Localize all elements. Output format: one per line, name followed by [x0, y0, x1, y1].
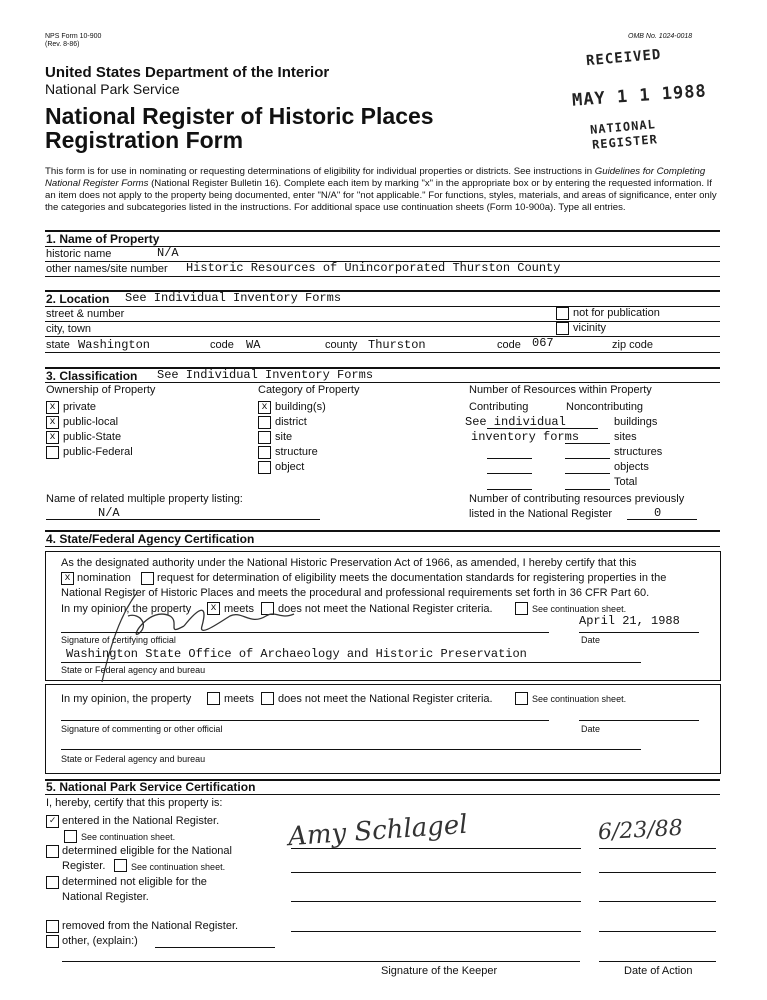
not-eligible-checkbox[interactable] [46, 876, 59, 889]
keeper-line [291, 848, 581, 849]
commenting-signature-label: Signature of commenting or other official [61, 724, 223, 734]
certification-text-2: request for determination of eligibility meets the documentation standards for registering properties in the [157, 572, 667, 584]
structures-count-label: structures [614, 446, 663, 458]
input-line [46, 519, 320, 520]
instructions-text: This form is for use in nominating or requesting determinations of eligibility for individual properties or districts. See instructions in Guidelines for Completing National Register Forms (National Register Bulletin 16). Complete each item by marking "x" in the appropriate box or by entering the requested information. If an item does not apply to the property being documented, enter "N/A" for "not applicable." For functions, styles, materials, and areas of significance, enter only the categories and subcategories listed in the instructions. For additional space use continuation sheets (Form 10-900a). Type all entries. [45, 166, 717, 213]
determined-eligible-label: determined eligible for the National [62, 845, 232, 857]
removed-checkbox[interactable] [46, 920, 59, 933]
continuation-sheet-2-checkbox[interactable] [515, 692, 528, 705]
does-not-meet-2-label: does not meet the National Register criteria. [278, 693, 493, 705]
contributing-note-1[interactable]: See individual [465, 415, 566, 429]
buildings-count-label: buildings [614, 416, 658, 428]
entered-label: entered in the National Register. [62, 815, 220, 827]
multiple-listing-label: Name of related multiple property listing: [46, 493, 243, 505]
not-eligible-label-1: determined not eligible for the [62, 876, 207, 888]
zip-label: zip code [612, 339, 653, 351]
input-line [487, 428, 598, 429]
input-line [565, 443, 610, 444]
keeper-signature-label: Signature of the Keeper [381, 965, 498, 977]
keeper-date-line [599, 961, 716, 962]
section-3-heading: 3. Classification [46, 369, 138, 383]
agency-line [61, 662, 641, 663]
commenting-date-label: Date [581, 724, 601, 734]
explain-line [155, 947, 275, 948]
signature-line [61, 632, 549, 633]
divider [45, 367, 720, 369]
divider [45, 246, 720, 247]
public-state-checkbox[interactable]: x [46, 431, 59, 444]
not-for-publication-checkbox[interactable] [556, 307, 569, 320]
divider [45, 336, 720, 337]
classification-note: See Individual Inventory Forms [157, 368, 374, 382]
does-not-meet-2-checkbox[interactable] [261, 692, 274, 705]
signature-line [61, 720, 549, 721]
state-value[interactable]: Washington [78, 338, 151, 352]
keeper-date: 6/23/88 [597, 815, 684, 846]
historic-name-value[interactable]: N/A [157, 246, 179, 260]
stamp-national: NATIONAL [589, 117, 657, 137]
sites-count-label: sites [614, 431, 637, 443]
keeper-line [291, 931, 581, 932]
meets-checkbox[interactable]: x [207, 602, 220, 615]
certification-date-value[interactable]: April 21, 1988 [579, 614, 680, 628]
determined-continuation-label: See continuation sheet. [131, 862, 226, 872]
section-2-heading: 2. Location [46, 292, 110, 306]
date-line [579, 720, 699, 721]
other-label: other, (explain:) [62, 935, 138, 947]
total-count-label: Total [614, 476, 638, 488]
form-title-line2: Registration Form [45, 127, 244, 153]
nomination-label: nomination [77, 572, 131, 584]
determined-register-label: Register. [62, 860, 106, 872]
department-name: United States Department of the Interior [45, 64, 330, 81]
section-1-heading: 1. Name of Property [46, 232, 160, 246]
form-title-line1: National Register of Historic Places [45, 103, 434, 129]
entered-checkbox[interactable]: ✓ [46, 815, 59, 828]
divider [45, 352, 720, 353]
nomination-checkbox[interactable]: x [61, 572, 74, 585]
county-value[interactable]: Thurston [368, 338, 426, 352]
input-line [487, 489, 532, 490]
opinion-label: In my opinion, the property [61, 603, 192, 615]
divider [45, 321, 720, 322]
continuation-sheet-label: See continuation sheet. [532, 604, 627, 614]
contributing-note-2[interactable]: inventory forms [471, 430, 580, 444]
divider [45, 382, 720, 383]
meets-label: meets [224, 603, 254, 615]
structure-label: structure [275, 446, 318, 458]
contributing-header: Contributing [469, 401, 529, 413]
certify-intro: I, hereby, certify that this property is: [46, 797, 223, 809]
keeper-date-line [599, 848, 716, 849]
agency-2-label: State or Federal agency and bureau [61, 754, 206, 764]
county-code-label: code [497, 339, 521, 351]
agency-line [61, 749, 641, 750]
not-for-publication-label: not for publication [573, 307, 660, 319]
received-stamp: RECEIVED [585, 46, 662, 70]
divider [45, 276, 720, 277]
buildings-label: building(s) [275, 401, 326, 413]
public-state-label: public-State [63, 431, 122, 443]
multiple-listing-value[interactable]: N/A [98, 506, 120, 520]
location-note: See Individual Inventory Forms [125, 291, 342, 305]
agency-label: State or Federal agency and bureau [61, 665, 206, 675]
district-checkbox[interactable] [258, 416, 271, 429]
divider [45, 546, 720, 547]
private-checkbox[interactable]: x [46, 401, 59, 414]
section-5-heading: 5. National Park Service Certification [46, 780, 256, 794]
keeper-line [291, 872, 581, 873]
keeper-date-line [599, 872, 716, 873]
historic-name-label: historic name [46, 248, 112, 260]
state-code-label: code [210, 339, 234, 351]
continuation-sheet-checkbox[interactable] [515, 602, 528, 615]
input-line [565, 458, 610, 459]
not-eligible-label-2: National Register. [62, 891, 149, 903]
state-label: state [46, 339, 70, 351]
continuation-sheet-2-label: See continuation sheet. [532, 694, 627, 704]
objects-count-label: objects [614, 461, 649, 473]
district-label: district [275, 416, 307, 428]
keeper-signature: Amy Schlagel [287, 809, 469, 853]
state-code-value[interactable]: WA [246, 338, 261, 352]
street-label: street & number [46, 308, 125, 320]
stamp-register: REGISTER [591, 132, 659, 152]
previously-listed-value[interactable]: 0 [654, 506, 662, 520]
signature-label: Signature of certifying official [61, 635, 176, 645]
object-label: object [275, 461, 305, 473]
input-line [487, 458, 532, 459]
other-names-value[interactable]: Historic Resources of Unincorporated Thurston County [186, 261, 561, 275]
previously-listed-label-2: listed in the National Register [469, 508, 613, 520]
keeper-date-line [599, 901, 716, 902]
date-of-action-label: Date of Action [624, 965, 693, 977]
public-federal-checkbox[interactable] [46, 446, 59, 459]
certification-text-3: National Register of Historic Places and meets the procedural and professional requirements set forth in 36 CFR Part 60. [61, 587, 650, 599]
form-number: NPS Form 10-900 [45, 33, 102, 40]
entered-continuation-label: See continuation sheet. [81, 832, 176, 842]
private-label: private [63, 401, 97, 413]
other-names-label: other names/site number [46, 263, 168, 275]
other-checkbox[interactable] [46, 935, 59, 948]
date-label: Date [581, 635, 601, 645]
service-name: National Park Service [45, 81, 180, 97]
opinion-2-label: In my opinion, the property [61, 693, 192, 705]
public-federal-label: public-Federal [63, 446, 133, 458]
form-revision: (Rev. 8-86) [45, 41, 80, 48]
determined-eligible-checkbox[interactable] [46, 845, 59, 858]
input-line [565, 473, 610, 474]
input-line [487, 473, 532, 474]
noncontributing-header: Noncontributing [566, 401, 644, 413]
vicinity-checkbox[interactable] [556, 322, 569, 335]
omb-number: OMB No. 1024-0018 [628, 33, 693, 40]
previously-listed-label-1: Number of contributing resources previously [469, 493, 685, 505]
keeper-line [62, 961, 580, 962]
public-local-label: public-local [63, 416, 119, 428]
determination-request-checkbox[interactable] [141, 572, 154, 585]
county-label: county [325, 339, 358, 351]
object-checkbox[interactable] [258, 461, 271, 474]
buildings-checkbox[interactable]: x [258, 401, 271, 414]
keeper-line [291, 901, 581, 902]
site-checkbox[interactable] [258, 431, 271, 444]
city-label: city, town [46, 323, 92, 335]
certification-text-1: As the designated authority under the National Historic Preservation Act of 1966, as amended, I hereby certify that this [61, 557, 637, 569]
meets-2-label: meets [224, 693, 254, 705]
determined-continuation-checkbox[interactable] [114, 859, 127, 872]
vicinity-label: vicinity [573, 322, 607, 334]
ownership-label: Ownership of Property [46, 384, 156, 396]
meets-2-checkbox[interactable] [207, 692, 220, 705]
input-line [627, 519, 697, 520]
category-label: Category of Property [258, 384, 360, 396]
agency-value[interactable]: Washington State Office of Archaeology and Historic Preservation [66, 647, 527, 661]
input-line [565, 489, 610, 490]
county-code-value[interactable]: 067 [532, 336, 554, 350]
public-local-checkbox[interactable]: x [46, 416, 59, 429]
date-line [579, 632, 699, 633]
received-date-stamp: MAY 1 1 1988 [571, 81, 708, 111]
section-4-heading: 4. State/Federal Agency Certification [46, 532, 255, 546]
entered-continuation-checkbox[interactable] [64, 830, 77, 843]
keeper-date-line [599, 931, 716, 932]
removed-label: removed from the National Register. [62, 920, 239, 932]
does-not-meet-label: does not meet the National Register criteria. [278, 603, 493, 615]
resources-label: Number of Resources within Property [469, 384, 652, 396]
divider [45, 794, 720, 795]
site-label: site [275, 431, 293, 443]
structure-checkbox[interactable] [258, 446, 271, 459]
